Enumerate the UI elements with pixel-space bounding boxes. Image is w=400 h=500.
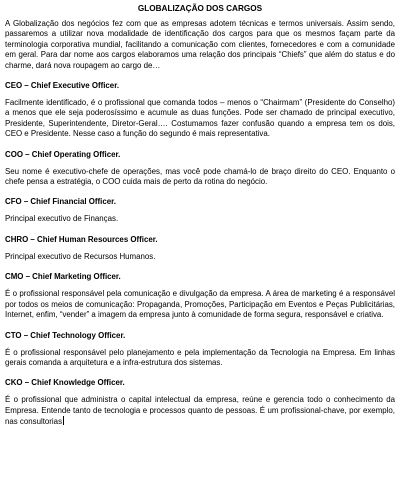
section-text-cmo: É o profissional responsável pela comunicação e divulgação da empresa. A área de marketing é a responsável por todos os meios de comunicação: Propaganda, Promoções, Participação em Eventos e Peças Publicitárias, Internet, enfim, “vender” a imagem da empresa junto à comunidade de forma segura, responsável e criativa.	[5, 289, 395, 320]
section-text-coo: Seu nome é executivo-chefe de operações, mas você pode chamá-lo de braço direito do CEO. Enquanto o chefe pensa a estratégia, o COO cuida mais de perto da rotina do negócio.	[5, 166, 395, 187]
section-text-cko-content: É o profissional que administra o capital intelectual da empresa, reúne e gerencia todo o conhecimento da Empresa. Entende tanto de tecnologia e processos quanto de pessoas. É um profissional-chave, por exemplo, nas consultorias	[5, 395, 395, 427]
section-text-cko[interactable]	[5, 395, 395, 427]
section-text-chro: Principal executivo de Recursos Humanos.	[5, 251, 156, 261]
section-text-cfo: Principal executivo de Finanças.	[5, 214, 119, 224]
text-cursor	[63, 416, 64, 425]
section-heading-chro: CHRO – Chief Human Resources Officer.	[5, 234, 158, 244]
section-heading-cfo: CFO – Chief Financial Officer.	[5, 197, 116, 207]
section-heading-cmo: CMO – Chief Marketing Officer.	[5, 272, 121, 282]
section-heading-coo: COO – Chief Operating Officer.	[5, 149, 121, 159]
section-text-ceo: Facilmente identificado, é o profissional que comanda todos – menos o “Chairmam” (Presidente do Conselho) a menos que ele seja poderosíssimo e acumule as duas funções. Pode ser chamado de principal executivo, Presidente, Superintendente, Diretor-Geral…. Costumamos fazer confusão quando a empresa tem os dois, CEO e Presidente. Nesse caso a função do segundo é mais representativa.	[5, 98, 395, 139]
section-heading-ceo: CEO – Chief Executive Officer.	[5, 81, 120, 91]
section-text-cto: É o profissional responsável pelo planejamento e pela implementação da Tecnologia na Empresa. Em linhas gerais comanda a arquitetura e a infra-estrutura dos sistemas.	[5, 347, 395, 367]
section-heading-cko: CKO – Chief Knowledge Officer.	[5, 378, 125, 388]
document-title: GLOBALIZAÇÃO DOS CARGOS	[137, 4, 263, 13]
section-heading-cto: CTO – Chief Technology Officer.	[5, 330, 126, 340]
intro-paragraph: A Globalização dos negócios fez com que as empresas adotem técnicas e termos universais. Assim sendo, passaremos a utilizar nova modalidade de identificação dos cargos para que os mesmos façam parte da terminologia corporativa mundial, facilitando a comunicação com clientes, fornecedores e com a comunidade em geral. Para dar nome aos cargos elaboramos uma relação dos principais “Chiefs” que além do status e do charme, dará nova roupagem ao cargo de…	[5, 19, 395, 70]
